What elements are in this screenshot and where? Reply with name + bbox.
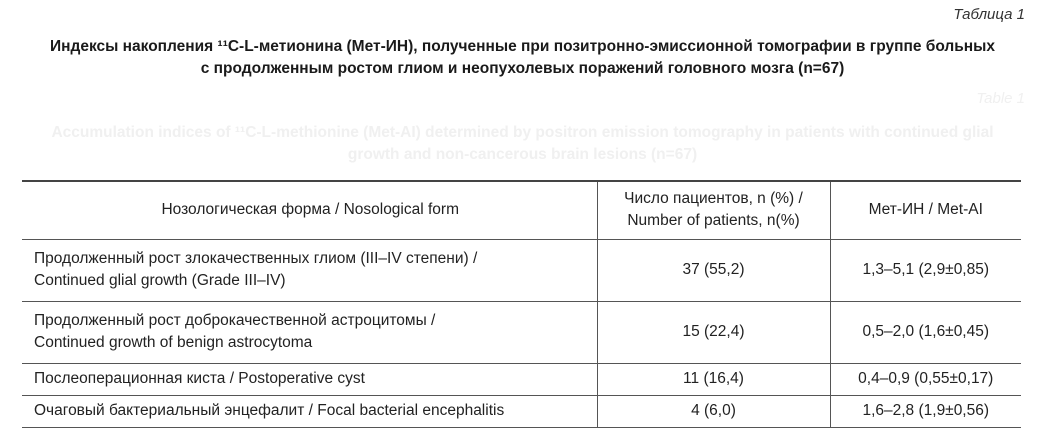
table-title-line: Индексы накопления ¹¹C-L-метионина (Мет-ИН), полученные при позитронно-эмиссионной томографии в группе больных [49,38,995,55]
cell-form: Послеоперационная киста / Postoperative cyst [22,363,597,395]
table-title-line: с продолженным ростом глиом и неопухолевых поражений головного мозга (n=67) [200,60,845,77]
header-nosological-form: Нозологическая форма / Nosological form [22,181,597,239]
cell-patients: 11 (16,4) [597,363,830,395]
cell-index: 0,4–0,9 (0,55±0,17) [830,363,1021,395]
faded-table-title-line: growth and non-cancerous brain lesions (n=67) [347,146,698,163]
header-met-ai: Мет-ИН / Met-AI [830,181,1021,239]
table-row [22,301,1021,363]
table-row [22,395,1021,427]
table-number: Таблица 1 [953,6,1025,23]
faded-table-title [0,122,1045,166]
table-row [22,239,1021,301]
table-header-row [22,181,1021,239]
cell-form: Продолженный рост доброкачественной астроцитомы / Continued growth of benign astrocytoma [22,301,597,363]
cell-index: 1,3–5,1 (2,9±0,85) [830,239,1021,301]
table-title [0,36,1045,80]
table-row [22,363,1021,395]
cell-patients: 15 (22,4) [597,301,830,363]
cell-patients: 37 (55,2) [597,239,830,301]
faded-table-title-line: Accumulation indices of ¹¹C-L-methionine (Met-AI) determined by positron emission tomography in patients with continued glial [51,124,994,141]
cell-form: Очаговый бактериальный энцефалит / Focal bacterial encephalitis [22,395,597,427]
data-table [22,180,1021,428]
cell-index: 0,5–2,0 (1,6±0,45) [830,301,1021,363]
cell-patients: 4 (6,0) [597,395,830,427]
cell-form: Продолженный рост злокачественных глиом (III–IV степени) / Continued glial growth (Grade III–IV) [22,239,597,301]
cell-index: 1,6–2,8 (1,9±0,56) [830,395,1021,427]
header-patients: Число пациентов, n (%) / Number of patients, n(%) [597,181,830,239]
faded-table-number: Table 1 [976,90,1025,107]
